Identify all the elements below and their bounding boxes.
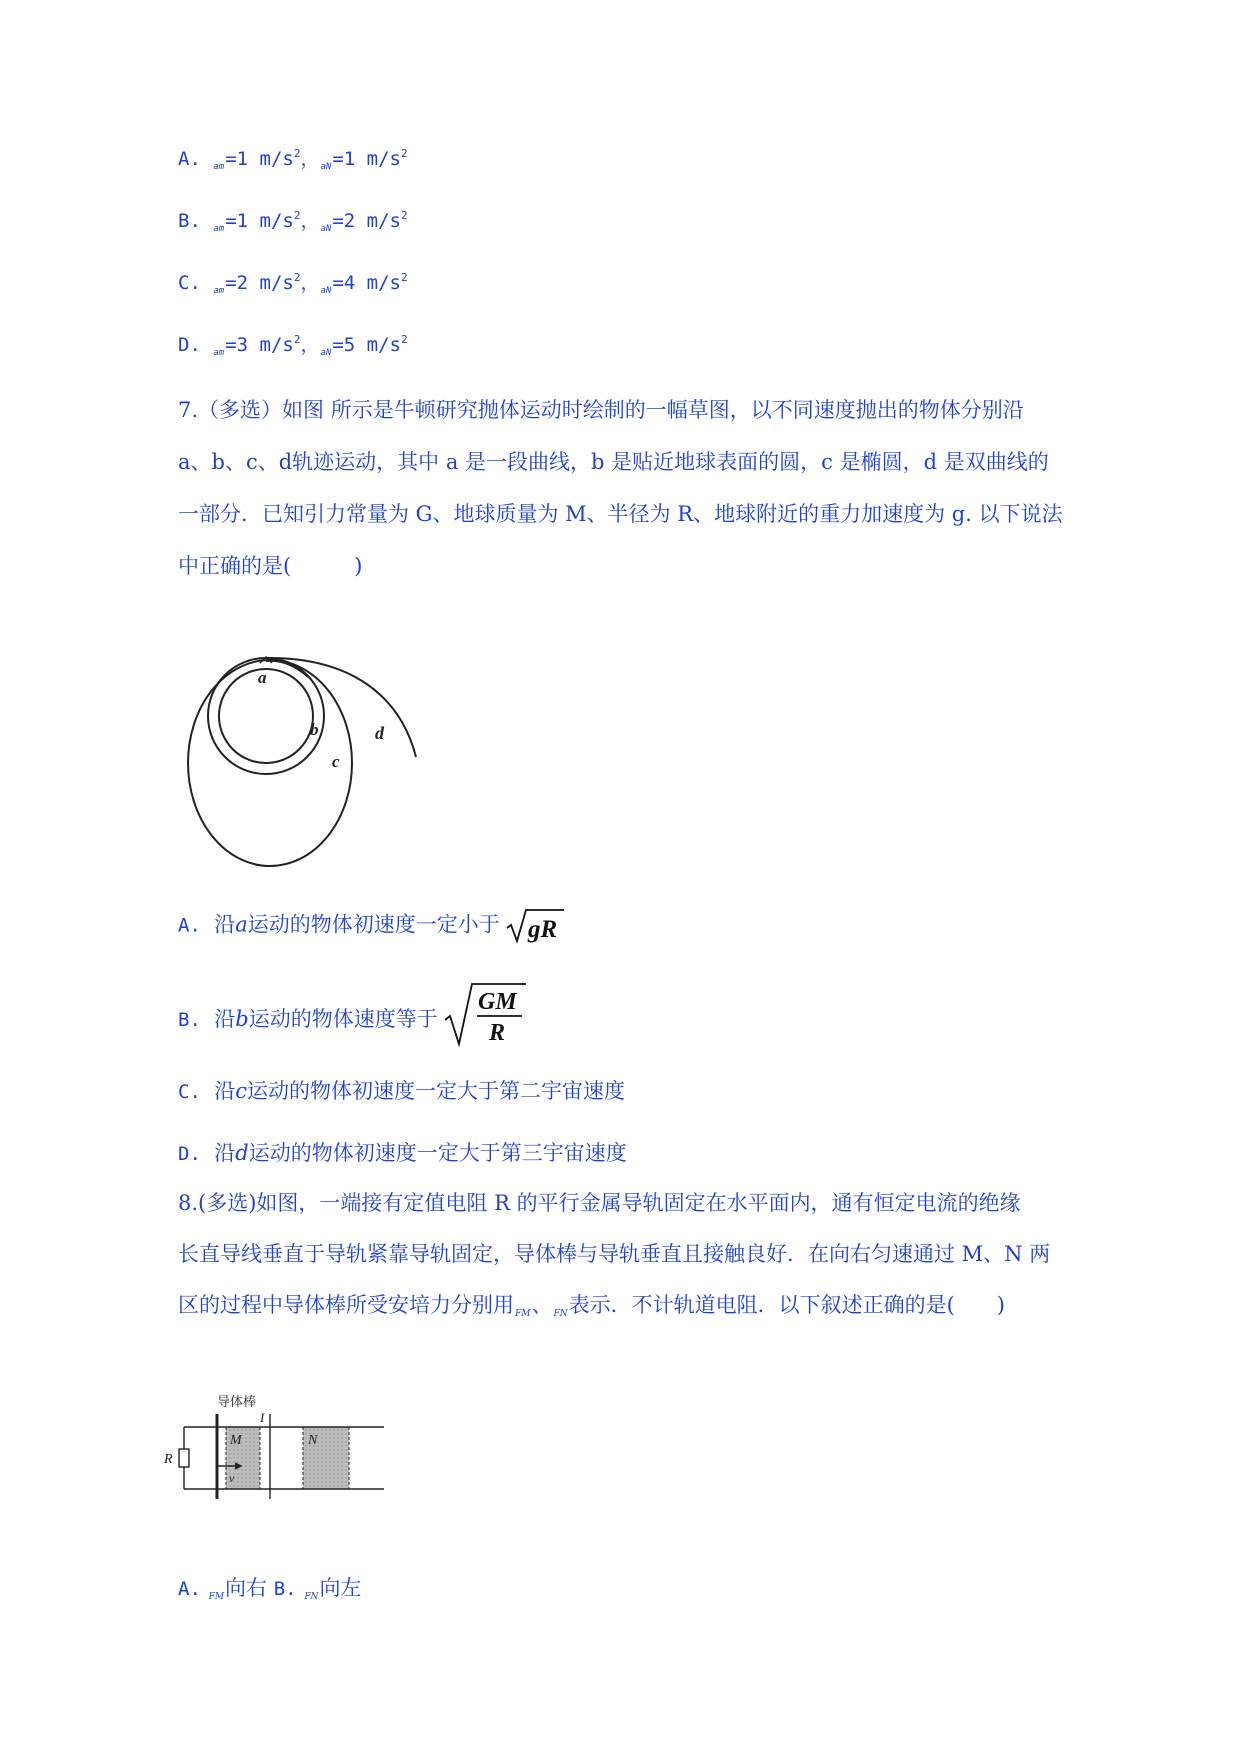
option-var: a	[235, 912, 248, 937]
label-d: d	[375, 723, 384, 743]
q6-option-d: D. $_{am}$=3 $m/s^2$，$_{aN}$=5 $m/s^2$	[178, 333, 408, 358]
superscript: 2	[400, 147, 408, 160]
label-v: v	[229, 1471, 235, 1485]
value: =1 m/s	[225, 148, 294, 170]
q8-line	[178, 1280, 1068, 1340]
option-text: 运动的物体初速度一定大于第三宇宙速度	[248, 1141, 627, 1165]
option-label: A.	[178, 914, 201, 937]
value: =3 m/s	[225, 334, 294, 356]
q7-option-c	[178, 1081, 625, 1102]
superscript: 2	[400, 209, 408, 222]
q7-stem	[178, 384, 1068, 592]
formula-denominator: R	[489, 1020, 506, 1046]
value: =1 m/s	[225, 210, 294, 232]
label-n: N	[308, 1433, 318, 1448]
label-b: b	[310, 720, 319, 739]
option-text: 运动的物体速度等于	[248, 1007, 438, 1031]
q6-option-c: C. $_{am}$=2 $m/s^2$，$_{aN}$=4 $m/s^2$	[178, 271, 408, 296]
subscript: am	[213, 224, 225, 234]
formula-numerator: GM	[478, 989, 518, 1015]
option-prefix: 沿	[214, 1079, 236, 1103]
option-label: D.	[178, 1143, 201, 1165]
formula-radicand: gR	[528, 916, 558, 943]
q8-line: 长直导线垂直于导轨紧靠导轨固定，导体棒与导轨垂直且接触良好．在向右匀速通过 M、N 两	[178, 1242, 1051, 1266]
option-var: d	[235, 1141, 249, 1165]
q8-stem	[178, 1178, 1068, 1340]
q8-line3-pre: 区的过程中导体棒所受安培力分别用	[178, 1293, 514, 1317]
subscript: FM	[208, 1592, 225, 1602]
option-text: 运动的物体初速度一定大于第二宇宙速度	[247, 1079, 626, 1103]
subscript: am	[213, 162, 225, 172]
option-label: B.	[178, 1009, 201, 1031]
superscript: 2	[293, 209, 301, 222]
option-prefix: 沿	[214, 1141, 236, 1165]
option-var: c	[235, 1079, 248, 1103]
option-prefix: 沿	[214, 1007, 236, 1031]
q7-line: 7.（多选）如图 所示是牛顿研究抛体运动时绘制的一幅草图，以不同速度抛出的物体分别沿	[178, 398, 1024, 422]
resistor-r	[179, 1449, 189, 1467]
subscript: FN	[304, 1592, 319, 1602]
subscript: FM	[515, 1309, 531, 1319]
superscript: 2	[293, 147, 301, 160]
q6-option-b: B. $_{am}$=1 $m/s^2$，$_{aN}$=2 $m/s^2$	[178, 209, 408, 234]
q8-line3-post: 表示．不计轨道电阻．以下叙述正确的是( )	[568, 1293, 1005, 1317]
q8-line3-sep: 、	[531, 1293, 553, 1317]
option-label: C.	[178, 1081, 201, 1103]
superscript: 2	[293, 271, 301, 284]
label-m: M	[230, 1433, 242, 1448]
value: =1 m/s	[332, 148, 401, 170]
q7-trajectory-figure	[170, 655, 410, 875]
q7-line: a、b、c、d轨迹运动，其中 a 是一段曲线，b 是贴近地球表面的圆，c 是椭圆，d 是双曲线的	[178, 450, 1049, 474]
superscript: 2	[400, 271, 408, 284]
option-label: A.	[178, 148, 201, 170]
q8-circuit-figure	[164, 1392, 387, 1502]
option-label: B.	[273, 1578, 297, 1600]
value: =4 m/s	[332, 272, 401, 294]
option-text: 运动的物体初速度一定小于	[247, 912, 500, 937]
subscript: aN	[320, 286, 332, 296]
subscript: aN	[320, 348, 332, 358]
subscript: aN	[320, 224, 332, 234]
subscript: aN	[320, 162, 332, 172]
label-c: c	[332, 752, 340, 771]
label-i: I	[260, 1410, 265, 1425]
q7-option-d	[178, 1143, 627, 1164]
value: =2 m/s	[332, 210, 401, 232]
q6-option-a: A. $_{am}$=1 $m/s^2$，$_{aN}$=1 $m/s^2$	[178, 147, 408, 172]
sqrt-GM-over-R-formula	[444, 982, 526, 1048]
q8-options	[178, 1578, 361, 1602]
option-text: 向左	[319, 1576, 362, 1600]
label-a: a	[258, 668, 267, 687]
option-prefix: 沿	[214, 912, 236, 937]
option-label: B.	[178, 210, 201, 232]
option-label: C.	[178, 272, 201, 294]
subscript: am	[213, 286, 225, 296]
option-label: A.	[178, 1578, 201, 1600]
option-var: b	[235, 1007, 249, 1031]
sqrt-gR-formula	[506, 908, 564, 944]
q8-line: 8.(多选)如图，一端接有定值电阻 R 的平行金属导轨固定在水平面内，通有恒定电流的绝缘	[178, 1191, 1021, 1215]
superscript: 2	[400, 333, 408, 346]
value: =2 m/s	[225, 272, 294, 294]
option-text: 向右	[225, 1576, 268, 1600]
subscript: am	[213, 348, 225, 358]
q7-line: 中正确的是( )	[178, 554, 363, 578]
label-rod: 导体棒	[217, 1394, 257, 1409]
trajectory-d-curve	[266, 658, 416, 757]
q7-option-b	[178, 982, 526, 1048]
q7-line: 一部分．已知引力常量为 G、地球质量为 M、半径为 R、地球附近的重力加速度为 g. 以下说法	[178, 502, 1063, 526]
subscript: FN	[553, 1309, 568, 1319]
value: =5 m/s	[332, 334, 401, 356]
superscript: 2	[293, 333, 301, 346]
option-label: D.	[178, 334, 201, 356]
q7-option-a	[178, 908, 564, 944]
label-r: R	[164, 1452, 173, 1467]
